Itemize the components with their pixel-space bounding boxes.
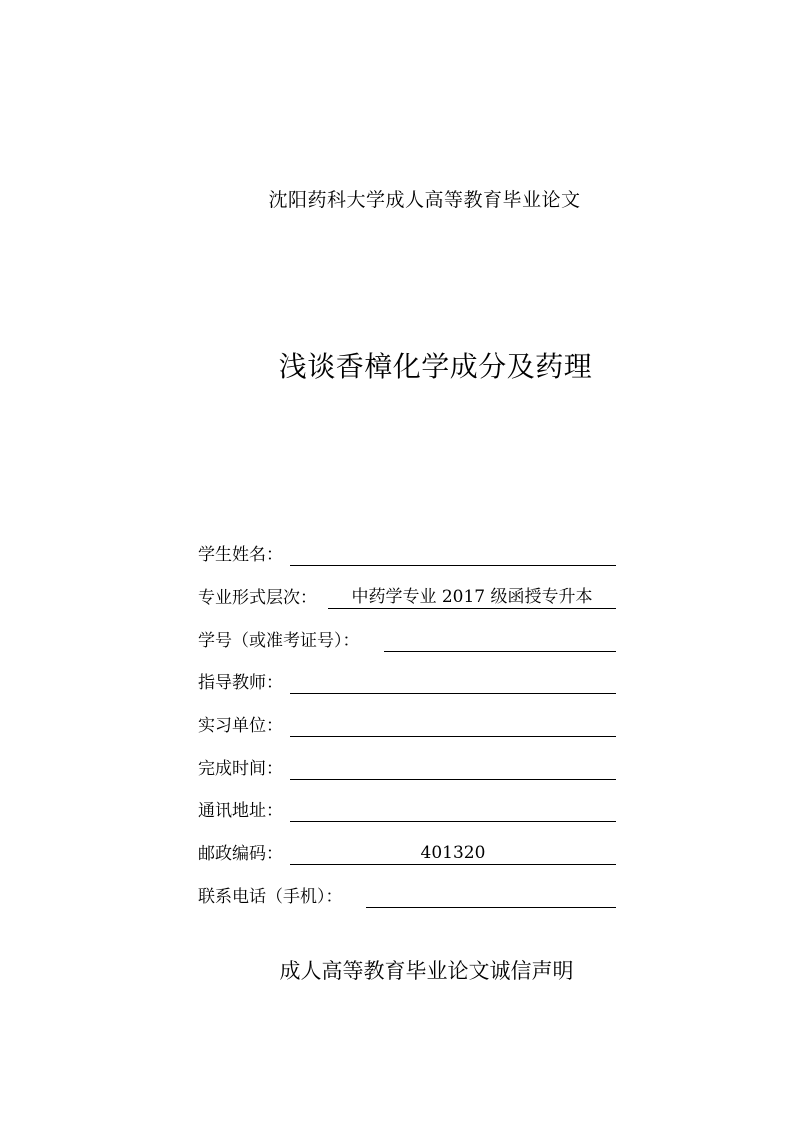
field-internship-unit xyxy=(198,711,283,737)
field-label: 专业形式层次： xyxy=(198,588,317,608)
field-mailing-address xyxy=(198,796,283,822)
field-label: 完成时间： xyxy=(198,759,283,779)
field-value-line[interactable] xyxy=(290,799,616,822)
field-label: 通讯地址： xyxy=(198,801,283,821)
field-value-line[interactable] xyxy=(290,543,616,566)
field-value-line[interactable] xyxy=(290,671,616,694)
field-value-line[interactable] xyxy=(290,714,616,737)
field-value-line[interactable] xyxy=(384,629,616,652)
field-label: 实习单位： xyxy=(198,716,283,736)
field-label: 邮政编码： xyxy=(198,844,283,864)
field-value-line[interactable] xyxy=(366,885,616,908)
field-label: 学号（或准考证号）： xyxy=(198,631,360,651)
field-label: 联系电话（手机）： xyxy=(198,887,343,907)
declaration-heading: 成人高等教育毕业论文诚信声明 xyxy=(279,959,574,983)
field-advisor xyxy=(198,668,283,694)
field-student-name xyxy=(198,540,283,566)
field-value-line[interactable]: 401320 xyxy=(290,842,616,865)
thesis-title: 浅谈香樟化学成分及药理 xyxy=(278,350,593,383)
field-label: 学生姓名： xyxy=(198,545,283,565)
university-title: 沈阳药科大学成人高等教育毕业论文 xyxy=(268,189,581,211)
field-phone xyxy=(198,882,343,908)
field-label: 指导教师： xyxy=(198,673,283,693)
field-postal-code xyxy=(198,839,486,865)
field-value-line[interactable]: 中药学专业 2017 级函授专升本 xyxy=(328,586,616,609)
field-major-level xyxy=(198,583,593,609)
field-value-line[interactable] xyxy=(290,757,616,780)
field-completion-time xyxy=(198,754,283,780)
field-student-id xyxy=(198,626,360,652)
